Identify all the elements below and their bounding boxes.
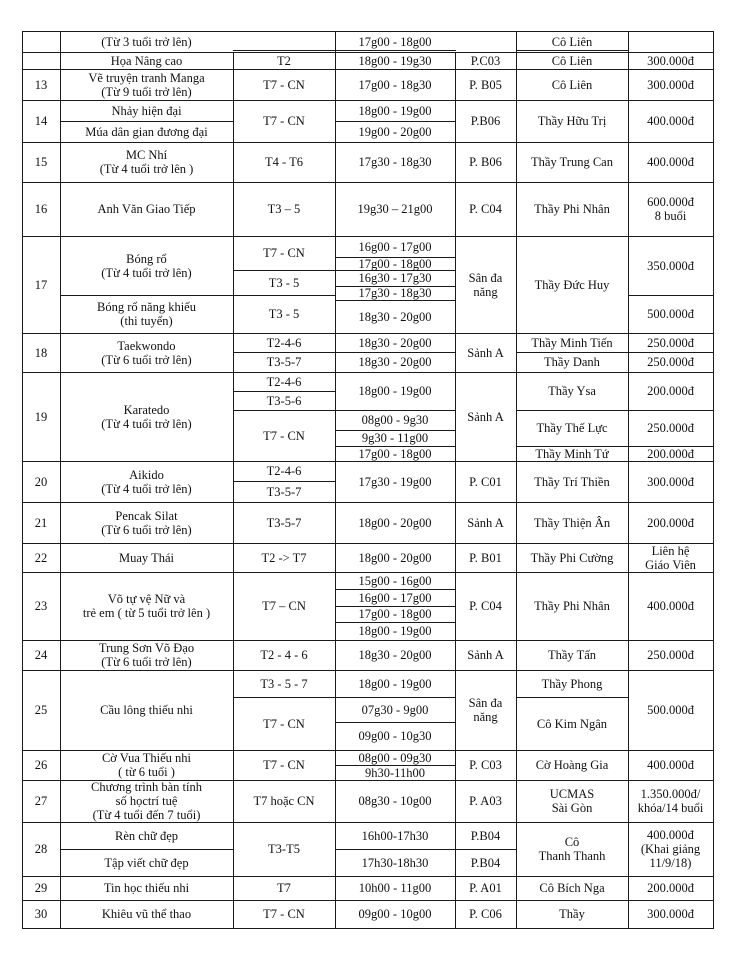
cell-time: 17g00 - 18g00: [358, 34, 432, 49]
cell-fee: 300.000đ: [647, 474, 694, 489]
cell-fee: 400.000đ: [647, 758, 694, 772]
cell-fee: 350.000đ: [647, 258, 694, 273]
row-number: 23: [34, 599, 48, 613]
cell-time: 18g00 - 19g00: [358, 676, 432, 691]
cell-time: 09g00 - 10g00: [358, 907, 432, 921]
cell-name: Chương trình bàn tính số họctrí tuệ (Từ 4 tuổi đến 7 tuổi): [91, 780, 202, 822]
cell-time: 18g30 - 20g00: [358, 648, 432, 662]
cell-day: T7 - CN: [263, 246, 305, 260]
cell-day: T3 - 5: [268, 275, 300, 290]
cell-time: 17g30 - 18g30: [358, 155, 432, 169]
cell-name: Khiêu vũ thể thao: [101, 907, 192, 921]
column-divider: [713, 31, 714, 929]
cell-day: T3 - 5: [268, 307, 300, 321]
cell-teacher: Cô Thanh Thanh: [538, 835, 606, 863]
row-number: 21: [34, 515, 48, 530]
cell-time: 17h30-18h30: [361, 855, 429, 870]
cell-name: Rèn chữ đẹp: [114, 828, 178, 843]
row-number: 29: [34, 881, 48, 895]
cell-name: Pencak Silat (Từ 6 tuổi trở lên): [101, 508, 192, 537]
cell-name: Bóng rổ (Từ 4 tuổi trở lên): [101, 251, 192, 280]
cell-fee: 250.000đ: [647, 335, 694, 350]
cell-room: Sân đa năng: [468, 696, 503, 724]
cell-time: 16g30 - 17g30: [358, 271, 432, 285]
row-number: 25: [34, 703, 48, 717]
cell-teacher: Cô Bích Nga: [539, 881, 605, 895]
cell-day: T3-5-7: [266, 355, 302, 369]
cell-fee: 300.000đ: [647, 53, 694, 68]
cell-teacher: Cô Liên: [551, 34, 593, 49]
cell-room: Sảnh A: [467, 648, 504, 662]
cell-teacher: Cờ Hoàng Gia: [535, 758, 609, 772]
cell-room: Sảnh A: [467, 345, 504, 360]
cell-room: P.B06: [470, 114, 501, 128]
cell-day: T7 hoặc CN: [253, 794, 315, 808]
cell-time: 19g30 – 21g00: [357, 202, 433, 216]
cell-time: 18g00 - 20g00: [358, 550, 432, 565]
cell-time: 08g00 - 9g30: [361, 413, 429, 427]
cell-day: T2-4-6: [266, 335, 302, 350]
cell-fee: 250.000đ: [647, 355, 694, 369]
row-number: 17: [34, 277, 48, 292]
cell-day: T7 - CN: [263, 77, 305, 92]
cell-day: T7 – CN: [262, 599, 306, 613]
cell-name: Karatedo (Từ 4 tuổi trở lên): [101, 402, 192, 431]
cell-day: T7 - CN: [263, 716, 305, 731]
cell-fee: 300.000đ: [647, 907, 694, 921]
cell-fee: 400.000đ: [647, 114, 694, 128]
cell-time: 15g00 - 16g00: [358, 573, 432, 588]
cell-day: T4 - T6: [265, 155, 303, 169]
cell-name: Anh Văn Giao Tiếp: [97, 202, 196, 216]
cell-room: P. C06: [469, 907, 502, 921]
cell-time: 17g00 - 18g00: [358, 607, 432, 621]
cell-time: 9g30 - 11g00: [361, 431, 429, 445]
row-number: 18: [34, 345, 48, 360]
row-divider: [22, 928, 714, 929]
cell-room: P.B04: [470, 828, 501, 843]
cell-time: 18g30 - 20g00: [358, 309, 432, 324]
cell-name: Bóng rổ năng khiếu (thi tuyển): [97, 300, 196, 328]
row-number: 22: [34, 550, 48, 565]
cell-teacher: Cô Liên: [551, 77, 593, 92]
cell-day: T3-T5: [268, 842, 300, 856]
row-number: 14: [34, 114, 48, 128]
cell-teacher: Thầy Danh: [544, 355, 600, 369]
cell-name: Tin học thiếu nhi: [103, 881, 190, 895]
cell-time: 9h30-11h00: [365, 765, 425, 780]
cell-day: T3-5-7: [266, 515, 302, 530]
cell-fee: 1.350.000đ/ khóa/14 buổi: [637, 787, 704, 815]
cell-teacher: Thầy Ysa: [548, 384, 596, 398]
cell-room: P. C04: [469, 202, 502, 216]
row-number: 19: [34, 409, 48, 424]
cell-name: Họa Nâng cao: [110, 53, 183, 68]
cell-time: 09g00 - 10g30: [358, 729, 432, 743]
cell-day: T7 - CN: [263, 758, 305, 772]
cell-room: P.B04: [470, 855, 501, 870]
cell-teacher: Thầy Trí Thiền: [534, 474, 610, 489]
cell-divider: [335, 50, 456, 51]
cell-room: P. A03: [469, 794, 502, 808]
cell-time: 17g30 - 18g30: [358, 286, 432, 300]
cell-room: P. B05: [469, 77, 502, 92]
cell-fee: 500.000đ: [647, 307, 694, 321]
cell-name: (Từ 3 tuổi trở lên): [101, 34, 192, 49]
cell-teacher: Cô Liên: [551, 53, 593, 68]
cell-room: Sảnh A: [467, 515, 504, 530]
cell-teacher: Thầy Phi Cường: [530, 550, 614, 565]
cell-day: T3-5-6: [266, 393, 302, 408]
cell-divider: [233, 50, 336, 51]
cell-room: Sảnh A: [467, 409, 504, 424]
cell-time: 17g00 - 18g00: [358, 256, 432, 271]
cell-room: P. B01: [469, 550, 502, 565]
row-number: 24: [34, 648, 48, 662]
row-divider: [22, 31, 714, 32]
row-number: 20: [34, 474, 48, 489]
cell-name: MC Nhí (Từ 4 tuổi trở lên ): [99, 148, 194, 176]
cell-teacher: Thầy Tấn: [547, 648, 597, 662]
cell-teacher: Cô Kim Ngân: [536, 716, 608, 731]
cell-day: T2 - 4 - 6: [260, 648, 308, 662]
cell-day: T2-4-6: [266, 374, 302, 389]
cell-teacher: Thầy Hữu Trị: [537, 114, 607, 128]
row-number: 15: [34, 155, 48, 169]
cell-room: P. B06: [469, 155, 502, 169]
cell-fee: 500.000đ: [647, 703, 694, 717]
cell-time: 18g30 - 20g00: [358, 335, 432, 350]
cell-room: P.C03: [470, 53, 501, 68]
cell-time: 17g00 - 18g30: [358, 77, 432, 92]
cell-room: P. C04: [469, 599, 502, 613]
cell-time: 16g00 - 17g00: [358, 239, 432, 254]
cell-day: T3 - 5 - 7: [260, 676, 308, 691]
row-number: 30: [34, 907, 48, 921]
cell-time: 18g00 - 20g00: [358, 515, 432, 530]
cell-day: T3 – 5: [267, 202, 301, 216]
cell-name: Muay Thái: [119, 550, 174, 565]
cell-day: T7 - CN: [263, 114, 305, 128]
cell-fee: 250.000đ: [647, 421, 694, 435]
cell-name: Nhảy hiện đại: [111, 103, 182, 118]
cell-room: P. A01: [469, 881, 502, 895]
cell-day: T2: [277, 53, 291, 68]
cell-time: 08g00 - 09g30: [358, 750, 432, 765]
cell-room: P. C01: [469, 474, 502, 489]
cell-time: 17g00 - 18g00: [358, 446, 432, 461]
cell-name: Võ tự vệ Nữ và trẻ em ( từ 5 tuổi trở lên ): [82, 592, 211, 620]
cell-name: Taekwondo (Từ 6 tuổi trở lên): [101, 338, 192, 367]
cell-fee: 400.000đ (Khai giảng 11/9/18): [640, 828, 701, 870]
cell-name: Tập viết chữ đẹp: [104, 855, 189, 870]
cell-name: Múa dân gian đương đại: [85, 124, 208, 139]
cell-teacher: UCMAS Sài Gòn: [549, 787, 595, 815]
cell-fee: 200.000đ: [647, 515, 694, 530]
cell-time: 07g30 - 9g00: [361, 702, 429, 717]
cell-teacher: Thầy Phong: [541, 676, 603, 691]
cell-room: P. C03: [469, 758, 502, 772]
cell-day: T7 - CN: [263, 428, 305, 443]
row-number: 13: [34, 77, 48, 92]
cell-teacher: Thầy Phi Nhân: [534, 202, 610, 216]
cell-teacher: Thầy Minh Tứ: [535, 446, 609, 461]
cell-fee: 400.000đ: [647, 155, 694, 169]
cell-day: T2 -> T7: [261, 550, 307, 565]
cell-teacher: Thầy Thiện Ân: [533, 515, 611, 530]
cell-time: 19g00 - 20g00: [358, 124, 432, 139]
row-number: 27: [34, 794, 48, 808]
cell-time: 18g00 - 19g00: [358, 384, 432, 398]
cell-fee: 300.000đ: [647, 77, 694, 92]
cell-name: Cầu lông thiếu nhi: [100, 703, 193, 717]
cell-name: Trung Sơn Võ Đạo (Từ 6 tuổi trở lên): [98, 641, 195, 669]
cell-teacher: Thầy Thế Lực: [536, 421, 608, 435]
cell-day: T3-5-7: [266, 484, 302, 499]
cell-time: 08g30 - 10g00: [358, 794, 432, 808]
cell-time: 18g00 - 19g00: [358, 103, 432, 118]
cell-name: Vẽ truyện tranh Manga (Từ 9 tuổi trở lên): [88, 70, 205, 99]
cell-fee: 200.000đ: [647, 446, 694, 461]
cell-fee: 600.000đ 8 buổi: [647, 195, 694, 223]
cell-day: T7: [277, 881, 291, 895]
cell-time: 18g00 - 19g30: [358, 53, 432, 68]
cell-teacher: Thầy Đức Huy: [534, 277, 610, 292]
cell-time: 18g00 - 19g00: [358, 624, 432, 638]
cell-divider: [516, 50, 629, 51]
cell-teacher: Thầy: [559, 907, 585, 921]
cell-fee: 200.000đ: [647, 881, 694, 895]
cell-teacher: Thầy Minh Tiến: [531, 335, 613, 350]
cell-time: 10h00 - 11g00: [358, 881, 432, 895]
cell-fee: 200.000đ: [647, 384, 694, 398]
row-number: 28: [34, 842, 48, 856]
cell-fee: Liên hệ Giáo Viên: [645, 543, 696, 572]
cell-time: 17g30 - 19g00: [358, 474, 432, 489]
cell-fee: 400.000đ: [647, 599, 694, 613]
cell-day: T2-4-6: [266, 464, 302, 478]
row-number: 26: [34, 758, 48, 772]
cell-teacher: Thầy Trung Can: [531, 155, 613, 169]
cell-fee: 250.000đ: [647, 648, 694, 662]
row-number: 16: [34, 202, 48, 216]
cell-time: 18g30 - 20g00: [358, 355, 432, 369]
cell-room: Sân đa năng: [468, 270, 503, 299]
cell-time: 16h00-17h30: [361, 828, 429, 843]
cell-time: 16g00 - 17g00: [358, 590, 432, 605]
cell-teacher: Thầy Phi Nhân: [534, 599, 610, 613]
cell-day: T7 - CN: [263, 907, 305, 921]
cell-name: Cờ Vua Thiếu nhi ( từ 6 tuổi ): [101, 751, 192, 779]
cell-name: Aikido (Từ 4 tuổi trở lên): [101, 467, 192, 496]
